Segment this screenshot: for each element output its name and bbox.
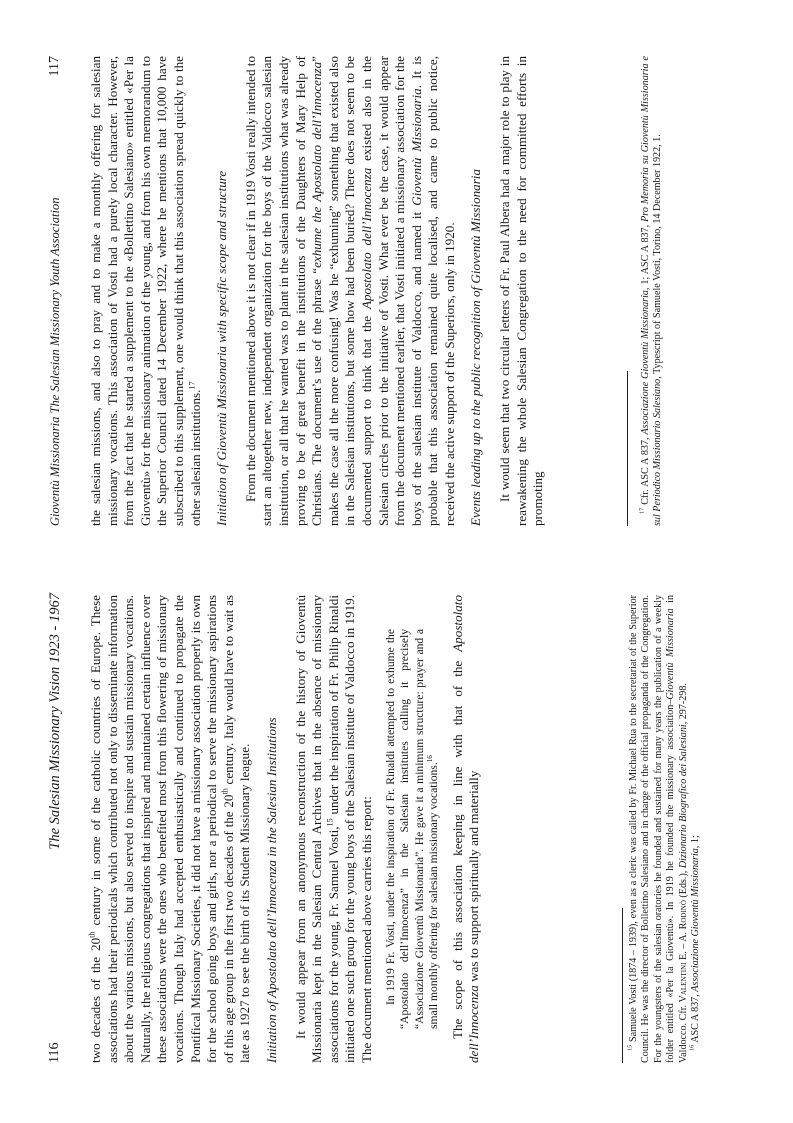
paragraph	[88, 595, 254, 1063]
superscript: th	[87, 931, 97, 938]
right-page-body	[88, 56, 547, 526]
text-run: ASC A 837,	[690, 991, 702, 1045]
left-page	[0, 562, 793, 1123]
small-caps-text: Rodinò	[677, 900, 689, 930]
italic-text: Dizionario Biografico dei Salesiani	[677, 724, 689, 869]
block-quote	[384, 629, 442, 1029]
text-run: century in some of the catholic countries of Europe. These associations had their periodicals which contributed not only to disseminate information about the various missions, but also served to inspire and sustain missionary vocations. Naturally, the religious congregations that inspired and maintained certain influence over these associations were the ones who benefited most from this flowering of missionary vocations. Though Italy had accepted enthusiastically and continued to propagate the Pontifical Missionary Societies, it did not have a missionary association properly its own for the school going boys and girls, nor a periodical to serve the missionary aspirations of this age group in the first two decades of the 20	[88, 595, 236, 1063]
footnotes	[640, 56, 665, 526]
section-heading: Initiation of Apostolato dell’Innocenza in the Salesian Institutions	[263, 717, 279, 1063]
left-page-header	[44, 593, 66, 1063]
small-caps-text: Valentini	[677, 962, 689, 1003]
text-run: Samuele Vosti (1874 – 1939), even as a cleric was called by Fr. Michael Rua to the secretariat of the Superior Council. He was the director of Bollettino Salesiano and in charge of the official propaganda of the Congregation. For the youngsters of the salesian oratories he founded and sustained for many years the publication of a weekly folder entitled «Per la Gioventù». In 1919 he founded the missionary association–	[628, 595, 677, 1063]
paragraph	[450, 595, 483, 1063]
running-head: The Salesian Missionary Vision 1923 - 1967	[47, 593, 63, 850]
text-run: Cfr. ASC A 837,	[640, 434, 651, 508]
running-head: Gioventù Missionaria The Salesian Missionary Youth Association	[48, 197, 62, 526]
page-number: 116	[47, 1042, 62, 1063]
paragraph	[243, 56, 459, 526]
italic-text: Pro Memoria su Gioventù Missionaria e sul Periodico Missionario Salesiano	[640, 56, 664, 526]
italic-text: exhume the Apostolato dell’Innocenza	[309, 61, 325, 268]
footnote-16	[690, 595, 702, 1063]
superscript: th	[220, 788, 230, 795]
footnote-ref: 17	[187, 381, 197, 390]
text-run: The scope of this association keeping in line with that of the	[449, 651, 465, 1039]
footnote-ref: 15	[325, 818, 335, 827]
italic-text: Gioventù Missionaria	[408, 88, 424, 206]
text-run: under the inspiration of Fr. Philip Rinaldi initiated one such group for the young boys of the Salesian institute of Valdocco in 1919. The document mentioned above carries this report:	[325, 595, 374, 1063]
paragraph	[293, 595, 376, 1063]
footnote-rule	[622, 908, 623, 1063]
text-run: ” makes the case all the more confusing! Was he “exhuming” something that existed also in the Salesian institutions, but some how had been buried? There does not seem to be documented support to think that the	[309, 56, 374, 526]
text-run: It would appear from an anonymous reconstruction of the history of Gioventù Missionaria kept in the Salesian Central Archives that in the absence of missionary associations for the young, Fr. Samuel Vosti,	[292, 595, 341, 1063]
footnote-mark: 17	[638, 507, 646, 514]
text-run: , Typescript of Samuele Vosti, Torino, 14 December 1922, 1.	[652, 134, 664, 379]
italic-text: Apostolato dell’Innocenza	[449, 595, 482, 1063]
paragraph	[88, 56, 204, 526]
footnotes	[628, 595, 702, 1063]
text-run: In 1919 Fr. Vosti, under the inspiration of Fr. Rinaldi attempted to exhume the “Apostolato dell’Innocenza” in the Salesian institutes calling it precisely “Associazione Gioventù Missionaria”. He gave it a minimum structure: prayer and a small monthly offering for salesian missionary vocations.	[383, 629, 441, 1029]
text-run: existed also in the Salesian circles prior to the initiative of Vosti. What ever be the case, it would appear from the document mentioned earlier, that Vosti initiated a missionary association for the boys of the salesian institute of Valdocco, and named it	[358, 56, 424, 526]
text-run: (Eds.),	[677, 868, 689, 901]
footnote-ref: 16	[426, 755, 435, 763]
footnote-mark: 15	[626, 1044, 634, 1051]
right-page	[0, 1, 793, 562]
text-run: From the document mentioned above it is not clear if in 1919 Vosti really intended to start an altogether new, independent organization for the boys of the Valdocco salesian institution, or all that he wanted was to plant in the salesian institutions what was already proving to be of great benefit in the institutions of the Daughters of Mary Help of Christians. The document’s use of the phrase “	[242, 56, 325, 526]
italic-text: Gioventù Missionaria	[665, 608, 677, 700]
text-run: the salesian missions, and also to pray and to make a monthly offering for salesian missionary vocations. This association of Vosti had a purely local character. However, from the fact that he started a supplement to the «Bollettino Salesiano» entitled «Per la Gioventù» for the missionary animation of the young, and from his own memorandum to the Superior Council dated 14 December 1922, where he mentions that 10,000 have subscribed to this supplement, one would think that this association spread quickly to the other salesian institutions.	[88, 56, 203, 526]
text-run: two decades of the 20	[88, 937, 103, 1063]
text-run: , 1;	[690, 835, 702, 849]
left-page-body	[88, 595, 483, 1063]
text-run: , 297-298.	[677, 683, 689, 725]
right-page-header	[44, 56, 66, 526]
text-run: , 1; ASC A 837,	[640, 221, 651, 291]
paragraph: It would seem that two circular letters of Fr. Paul Albera had a major role to play in reawakening the whole Salesian Congregation to the need for committed efforts in promoting	[497, 56, 546, 526]
text-run: century. Italy would have to wait as late as 1927 to see the birth of its Student Missionary league.	[220, 595, 253, 1063]
text-run: . It is probable that this association remained quite localised, and came to public notice, received the active support of the Superiors, only in 1920.	[408, 56, 457, 526]
italic-text: Associazione Gioventù Missionaria	[690, 848, 702, 992]
page-number: 117	[47, 56, 62, 77]
text-run: E. – A.	[677, 929, 689, 963]
footnote-15	[628, 595, 690, 1063]
footnote-mark: 16	[688, 1044, 696, 1051]
italic-text: Apostolato dell’Innocenza	[358, 167, 374, 310]
footnote-17	[640, 56, 665, 526]
italic-text: Associazione Gioventù Missionaria	[640, 290, 651, 435]
text-run: in Valdocco. Cfr.	[665, 595, 689, 1063]
section-heading: Events leading up to the public recognition of Gioventù Missionaria	[468, 169, 484, 526]
text-run: was to support spiritually and materially	[466, 770, 482, 986]
footnote-rule	[627, 371, 628, 526]
section-heading: Initiation of Gioventù Missionaria with specific scope and structure	[214, 170, 230, 526]
